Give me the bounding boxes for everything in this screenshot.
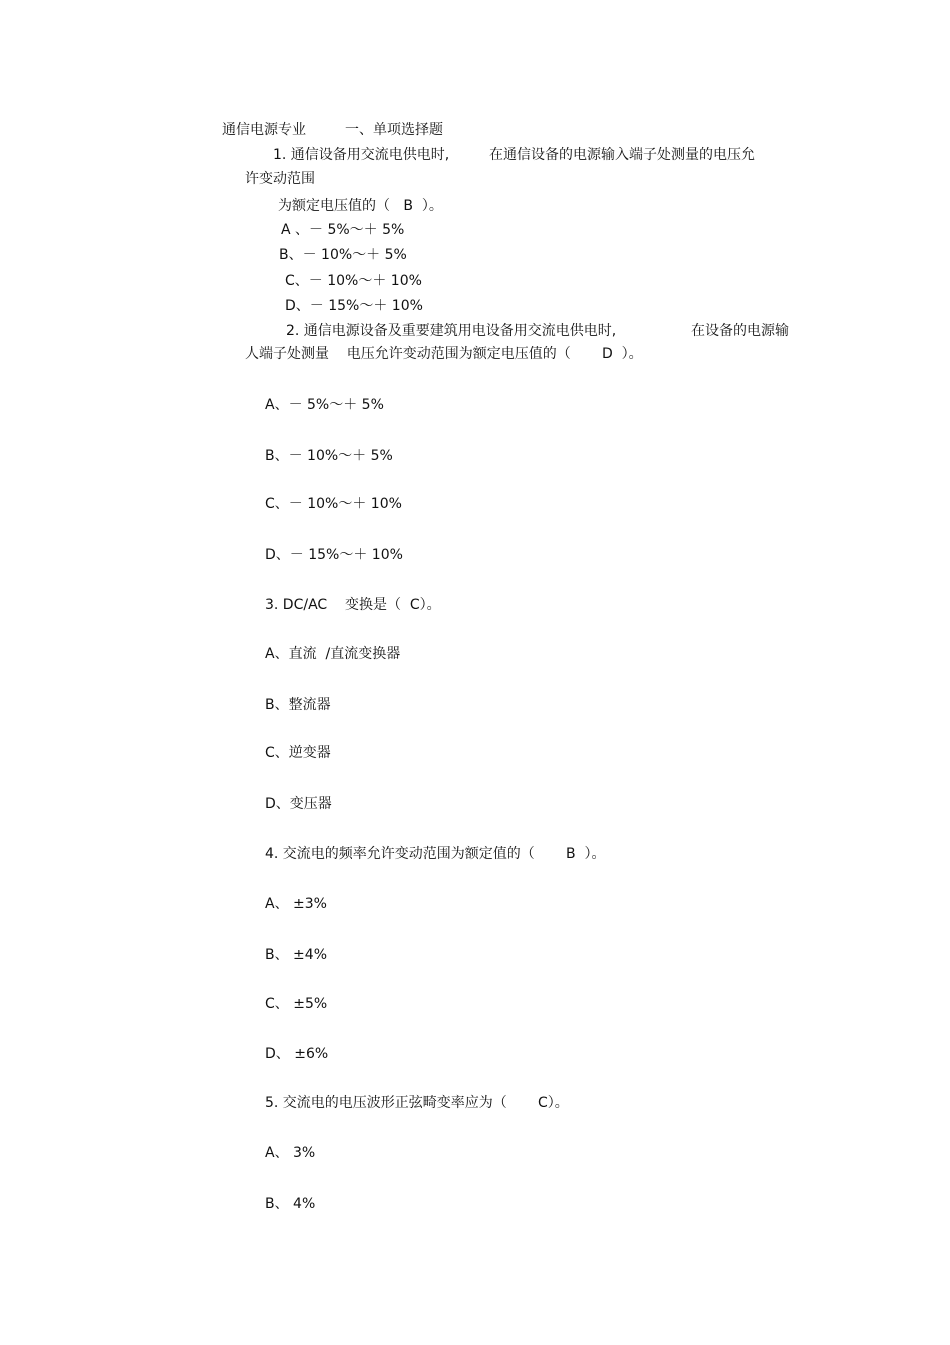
q5-option-b: B、 4% [265, 1196, 316, 1212]
q1-option-a: A 、－ 5%～＋ 5% [281, 222, 405, 238]
q4-option-a: A、 ±3% [265, 896, 327, 912]
q3-option-c: C、逆变器 [265, 745, 331, 761]
q3-stem: 3. DC/AC 变换是（ C）。 [265, 597, 441, 613]
section-title: 一、单项选择题 [345, 122, 443, 138]
q2-option-d: D、－ 15%～＋ 10% [265, 547, 403, 563]
q1-option-b: B、－ 10%～＋ 5% [279, 247, 407, 263]
q5-stem: 5. 交流电的电压波形正弦畸变率应为（ C）。 [265, 1095, 569, 1111]
q1-option-d: D、－ 15%～＋ 10% [285, 298, 423, 314]
q3-option-d: D、变压器 [265, 796, 332, 812]
q2-option-b: B、－ 10%～＋ 5% [265, 448, 393, 464]
q1-stem-line2: 许变动范围 [245, 171, 315, 187]
subject-title: 通信电源专业 [222, 122, 306, 138]
q4-option-d: D、 ±6% [265, 1046, 329, 1062]
q2-stem-line2: 人端子处测量 电压允许变动范围为额定电压值的（ D ）。 [245, 346, 643, 362]
q4-option-b: B、 ±4% [265, 947, 327, 963]
q3-option-b: B、整流器 [265, 697, 331, 713]
q3-option-a: A、直流 /直流变换器 [265, 646, 401, 662]
q1-option-c: C、－ 10%～＋ 10% [285, 273, 422, 289]
q1-stem-line3: 为额定电压值的（ B ）。 [278, 198, 443, 214]
q2-option-a: A、－ 5%～＋ 5% [265, 397, 384, 413]
q5-option-a: A、 3% [265, 1145, 316, 1161]
q1-stem-part2: 在通信设备的电源输入端子处测量的电压允 [489, 147, 755, 163]
q2-stem-part1: 2. 通信电源设备及重要建筑用电设备用交流电供电时, [286, 323, 617, 339]
q2-option-c: C、－ 10%～＋ 10% [265, 496, 402, 512]
q4-option-c: C、 ±5% [265, 996, 328, 1012]
q2-stem-part2: 在设备的电源输 [691, 323, 789, 339]
q4-stem: 4. 交流电的频率允许变动范围为额定值的（ B ）。 [265, 846, 606, 862]
q1-stem-part1: 1. 通信设备用交流电供电时, [273, 147, 450, 163]
